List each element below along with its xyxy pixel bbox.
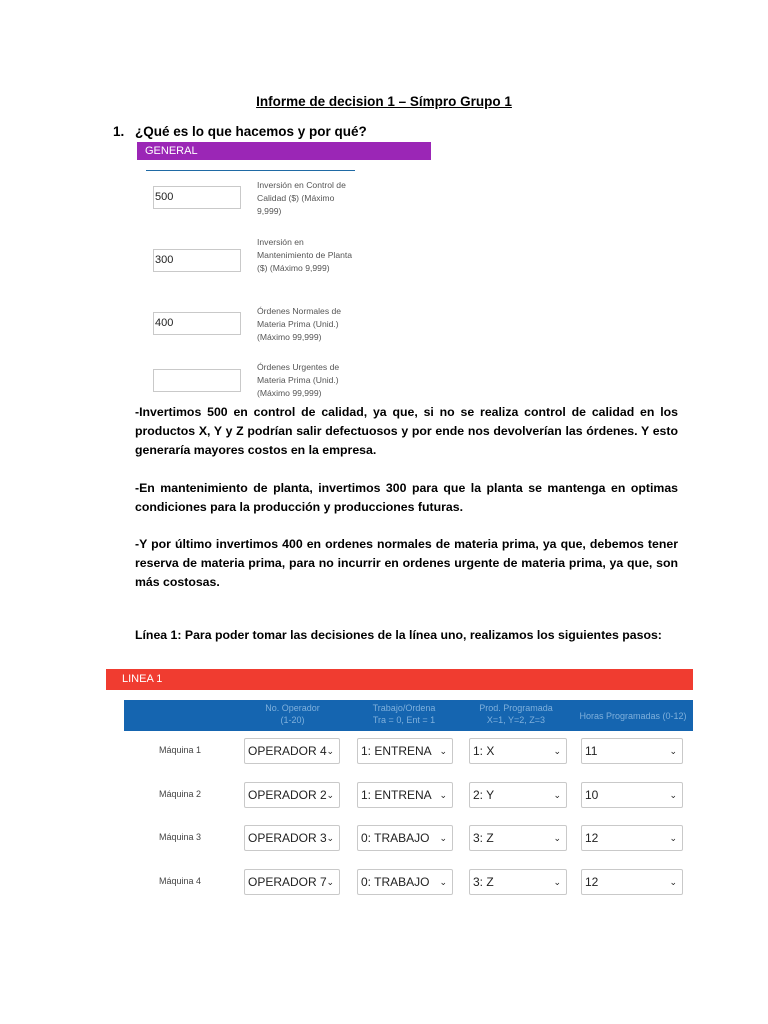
- question-text: ¿Qué es lo que hacemos y por qué?: [135, 124, 367, 139]
- chevron-down-icon: ⌄: [669, 790, 677, 800]
- chevron-down-icon: ⌄: [669, 833, 677, 843]
- chevron-down-icon: ⌄: [439, 877, 447, 887]
- mantenimiento-input[interactable]: 300: [153, 249, 241, 272]
- select-value: OPERADOR 2: [248, 788, 327, 802]
- paragraph-materia-prima: -Y por último invertimos 400 en ordenes normales de materia prima, ya que, debemos tener reserva de materia prima, para no incurrir en ordenes urgente de materia prima, ya que, son más costosas.: [135, 537, 678, 589]
- horas-select[interactable]: [581, 738, 683, 764]
- machine-label: Máquina 2: [159, 789, 202, 799]
- chevron-down-icon: ⌄: [669, 746, 677, 756]
- ordenes-urgentes-label: Órdenes Urgentes de Materia Prima (Unid.) (Máximo 99,999): [257, 362, 340, 398]
- operador-select[interactable]: [244, 782, 340, 808]
- trabajo-select[interactable]: [357, 825, 453, 851]
- ordenes-urgentes-input[interactable]: [153, 369, 241, 392]
- paragraph-linea-intro: Línea 1: Para poder tomar las decisiones de la línea uno, realizamos los siguientes pasos:: [135, 628, 662, 642]
- horas-select[interactable]: [581, 825, 683, 851]
- select-value: 3: Z: [473, 875, 494, 889]
- ordenes-normales-input[interactable]: 400: [153, 312, 241, 335]
- prod-select[interactable]: [469, 782, 567, 808]
- operador-select[interactable]: [244, 869, 340, 895]
- chevron-down-icon: ⌄: [669, 877, 677, 887]
- chevron-down-icon: ⌄: [439, 790, 447, 800]
- col-header-horas-title: Horas Programadas (0-12): [579, 711, 687, 721]
- select-value: 11: [585, 744, 598, 758]
- col-header-operador-title: No. Operador: [265, 703, 320, 713]
- chevron-down-icon: ⌄: [553, 877, 561, 887]
- chevron-down-icon: ⌄: [553, 790, 561, 800]
- prod-select[interactable]: [469, 869, 567, 895]
- paragraph-mantenimiento: -En mantenimiento de planta, invertimos 300 para que la planta se mantenga en optimas condiciones para la producción y producciones futuras.: [135, 481, 678, 514]
- select-value: 1: X: [473, 744, 495, 758]
- paragraph-control-calidad: -Invertimos 500 en control de calidad, ya que, si no se realiza control de calidad en los productos X, Y y Z podrían salir defectuosos y por ende nos devolverían las órdenes. Y esto generaría mayores costos en la empresa.: [135, 405, 678, 457]
- general-divider: [146, 170, 355, 171]
- select-value: 1: ENTRENA: [361, 788, 432, 802]
- select-value: 10: [585, 788, 599, 802]
- horas-select[interactable]: [581, 782, 683, 808]
- mantenimiento-label: Inversión en Mantenimiento de Planta ($) (Máximo 9,999): [257, 237, 353, 273]
- control-calidad-input[interactable]: 500: [153, 186, 241, 209]
- chevron-down-icon: ⌄: [326, 790, 334, 800]
- trabajo-select[interactable]: [357, 738, 453, 764]
- operador-select[interactable]: [244, 738, 340, 764]
- col-header-trabajo-title: Trabajo/Ordena: [372, 703, 436, 713]
- select-value: 12: [585, 875, 599, 889]
- chevron-down-icon: ⌄: [326, 746, 334, 756]
- select-value: 3: Z: [473, 831, 494, 845]
- chevron-down-icon: ⌄: [553, 833, 561, 843]
- col-header-trabajo-range: Tra = 0, Ent = 1: [372, 715, 436, 725]
- chevron-down-icon: ⌄: [439, 833, 447, 843]
- col-header-prod-title: Prod. Programada: [479, 703, 553, 713]
- col-header-horas: [574, 710, 692, 722]
- select-value: OPERADOR 3: [248, 831, 327, 845]
- document-title: Informe de decision 1 – Símpro Grupo 1: [256, 94, 512, 109]
- select-value: 12: [585, 831, 599, 845]
- select-value: OPERADOR 7: [248, 875, 327, 889]
- col-header-trabajo: [356, 702, 452, 726]
- select-value: 0: TRABAJO: [361, 875, 430, 889]
- linea-panel-header: LINEA 1: [106, 669, 693, 690]
- select-value: 0: TRABAJO: [361, 831, 430, 845]
- chevron-down-icon: ⌄: [326, 833, 334, 843]
- control-calidad-label: Inversión en Control de Calidad ($) (Máximo 9,999): [257, 180, 346, 216]
- select-value: 1: ENTRENA: [361, 744, 432, 758]
- trabajo-select[interactable]: [357, 869, 453, 895]
- machine-label: Máquina 4: [159, 876, 202, 886]
- chevron-down-icon: ⌄: [439, 746, 447, 756]
- col-header-prod: [466, 702, 566, 726]
- chevron-down-icon: ⌄: [326, 877, 334, 887]
- question-number: 1.: [113, 124, 125, 139]
- general-panel-header: GENERAL: [137, 142, 431, 160]
- prod-select[interactable]: [469, 825, 567, 851]
- operador-select[interactable]: [244, 825, 340, 851]
- trabajo-select[interactable]: [357, 782, 453, 808]
- col-header-operador: [245, 702, 340, 726]
- ordenes-normales-label: Órdenes Normales de Materia Prima (Unid.) (Máximo 99,999): [257, 306, 342, 342]
- machine-label: Máquina 1: [159, 745, 202, 755]
- select-value: OPERADOR 4: [248, 744, 327, 758]
- horas-select[interactable]: [581, 869, 683, 895]
- select-value: 2: Y: [473, 788, 495, 802]
- prod-select[interactable]: [469, 738, 567, 764]
- machine-label: Máquina 3: [159, 832, 202, 842]
- col-header-operador-range: (1-20): [280, 715, 305, 725]
- chevron-down-icon: ⌄: [553, 746, 561, 756]
- col-header-prod-range: X=1, Y=2, Z=3: [486, 715, 546, 725]
